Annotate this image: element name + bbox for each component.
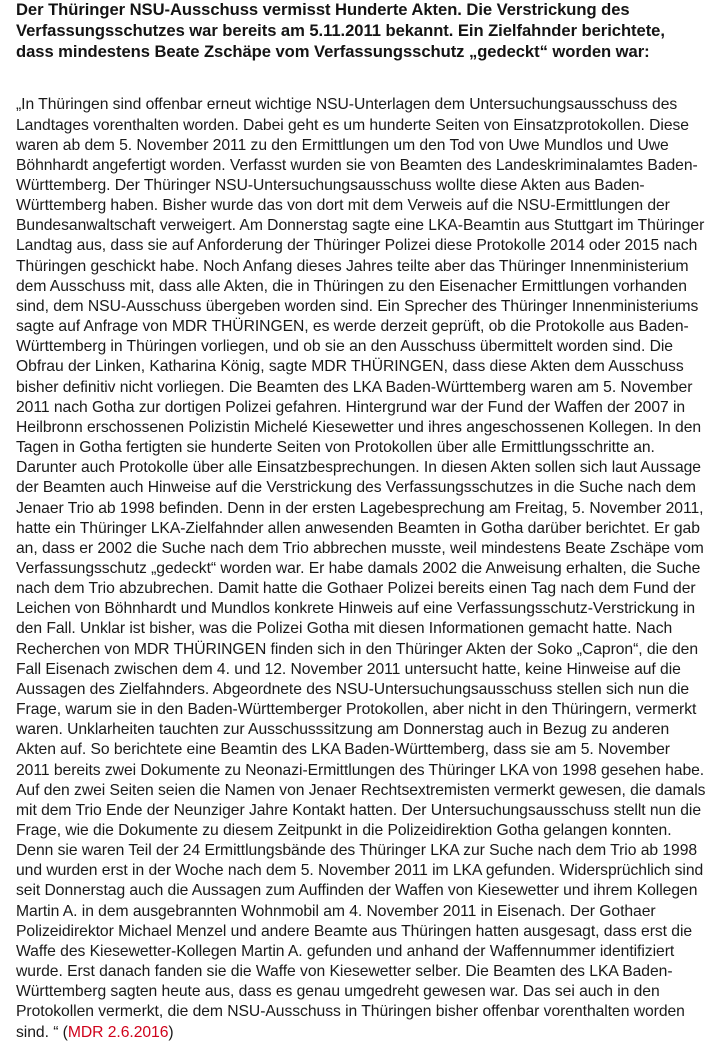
quote-body: „In Thüringen sind offenbar erneut wichtige NSU-Unterlagen dem Untersuchungsausschuss des Landtages vorenthalten worden. Dabei geht es um hunderte Seiten von Einsatzprotokollen. Diese waren ab dem 5. November 2011 zu den Ermittlungen um den Tod von Uwe Mundlos und Uwe Böhnhardt angefertigt worden. Verfasst wurden sie von Beamten des Landeskriminalamtes Baden-Württemberg. Der Thüringer NSU-Untersuchungsausschuss wollte diese Akten aus Baden-Württemberg haben. Bisher wurde das von dort mit dem Verweis auf die NSU-Ermittlungen der Bundesanwaltschaft verweigert. Am Donnerstag sagte eine LKA-Beamtin aus Stuttgart im Thüringer Landtag aus, dass sie auf Anforderung der Thüringer Polizei diese Protokolle 2014 oder 2015 nach Thüringen geschickt habe. Noch Anfang dieses Jahres teilte aber das Thüringer Innenministerium dem Ausschuss mit, dass alle Akten, die in Thüringen zu den Eisenacher Ermittlungen vorhanden sind, dem NSU-Ausschuss übergeben worden sind. Ein Sprecher des Thüringer Innenministeriums sagte auf Anfrage von MDR THÜRINGEN, es werde derzeit geprüft, ob die Protokolle aus Baden-Württemberg in Thüringen vorliegen, und ob sie an den Ausschuss übermittelt worden sind. Die Obfrau der Linken, Katharina König, sagte MDR THÜRINGEN, dass diese Akten dem Ausschuss bisher definitiv nicht vorliegen. Die Beamten des LKA Baden-Württemberg waren am 5. November 2011 nach Gotha zur dortigen Polizei gefahren. Hintergrund war der Fund der Waffen der 2007 in Heilbronn erschossenen Polizistin Michelé Kiesewetter und ihres angeschossenen Kollegen. In den Tagen in Gotha fertigten sie hunderte Seiten von Protokollen über alle Ermittlungsschritte an. Darunter auch Protokolle über alle Einsatzbesprechungen. In diesen Akten sollen sich laut Aussage der Beamten auch Hinweise auf die Verstrickung des Verfassungsschutzes in die Suche nach dem Jenaer Trio ab 1998 befinden. Denn in der ersten Lagebesprechung am Freitag, 5. November 2011, hatte ein Thüringer LKA-Zielfahnder allen anwesenden Beamten in Gotha darüber berichtet. Er gab an, dass er 2002 die Suche nach dem Trio abbrechen musste, weil mindestens Beate Zschäpe vom Verfassungsschutz „gedeckt“ worden war. Er habe damals 2002 die Anweisung erhalten, die Suche nach dem Trio abzubrechen. Damit hatte die Gothaer Polizei bereits einen Tag nach dem Fund der Leichen von Böhnhardt und Mundlos konkrete Hinweis auf eine Verfassungsschutz-Verstrickung in den Fall. Unklar ist bisher, was die Polizei Gotha mit diesen Informationen gemacht hatte. Nach Recherchen von MDR THÜRINGEN finden sich in den Thüringer Akten der Soko „Capron“, die den Fall Eisenach zwischen dem 4. und 12. November 2011 untersucht hatte, keine Hinweise auf die Aussagen des Zielfahnders. Abgeordnete des NSU-Untersuchungsausschuss stellen sich nun die Frage, warum sie in den Baden-Württemberger Protokollen, aber nicht in den Thüringern, vermerkt waren. Unklarheiten tauchten zur Ausschusssitzung am Donnerstag auch in Bezug zu anderen Akten auf. So berichtete eine Beamtin des LKA Baden-Württemberg, dass sie am 5. November 2011 bereits zwei Dokumente zu Neonazi-Ermittlungen des Thüringer LKA von 1998 gesehen habe. Auf den zwei Seiten seien die Namen von Jenaer Rechtsextremisten vermerkt gewesen, die damals mit dem Trio Ende der Neunziger Jahre Kontakt hatten. Der Untersuchungsausschuss stellt nun die Frage, wie die Dokumente zu diesem Zeitpunkt in die Polizeidirektion Gotha gelangen konnten. Denn sie waren Teil der 24 Ermittlungsbände des Thüringer LKA zur Suche nach dem Trio ab 1998 und wurden erst in der Woche nach dem 5. November 2011 im LKA gefunden. Widersprüchlich sind seit Donnerstag auch die Aussagen zum Auffinden der Waffen von Kiesewetter und ihrem Kollegen Martin A. in dem ausgebrannten Wohnmobil am 4. November 2011 in Eisenach. Der Gothaer Polizeidirektor Michael Menzel und andere Beamte aus Thüringen hatten ausgesagt, dass erst die Waffe des Kiesewetter-Kollegen Martin A. gefunden und anhand der Waffennummer identifiziert wurde. Erst danach fanden sie die Waffe von Kiesewetter selber. Die Beamten des LKA Baden-Württemberg sagten heute aus, dass es genau umgedreht gewesen war. Das sei auch in den Protokollen vermerkt, die dem NSU-Ausschuss in Thüringen bisher offenbar vorenthalten worden sind. “ ( [16, 96, 706, 1041]
quoted-article-text [16, 95, 706, 1042]
quote-closing-paren: ) [168, 1023, 174, 1041]
source-link[interactable]: MDR 2.6.2016 [67, 1023, 169, 1041]
article-headline: Der Thüringer NSU-Ausschuss vermisst Hunderte Akten. Die Verstrickung des Verfassungsschutzes war bereits am 5.11.2011 bekannt. Ein Zielfahnder berichtete, dass mindestens Beate Zschäpe vom Verfassungsschutz „gedeckt“ worden war: [16, 0, 665, 61]
